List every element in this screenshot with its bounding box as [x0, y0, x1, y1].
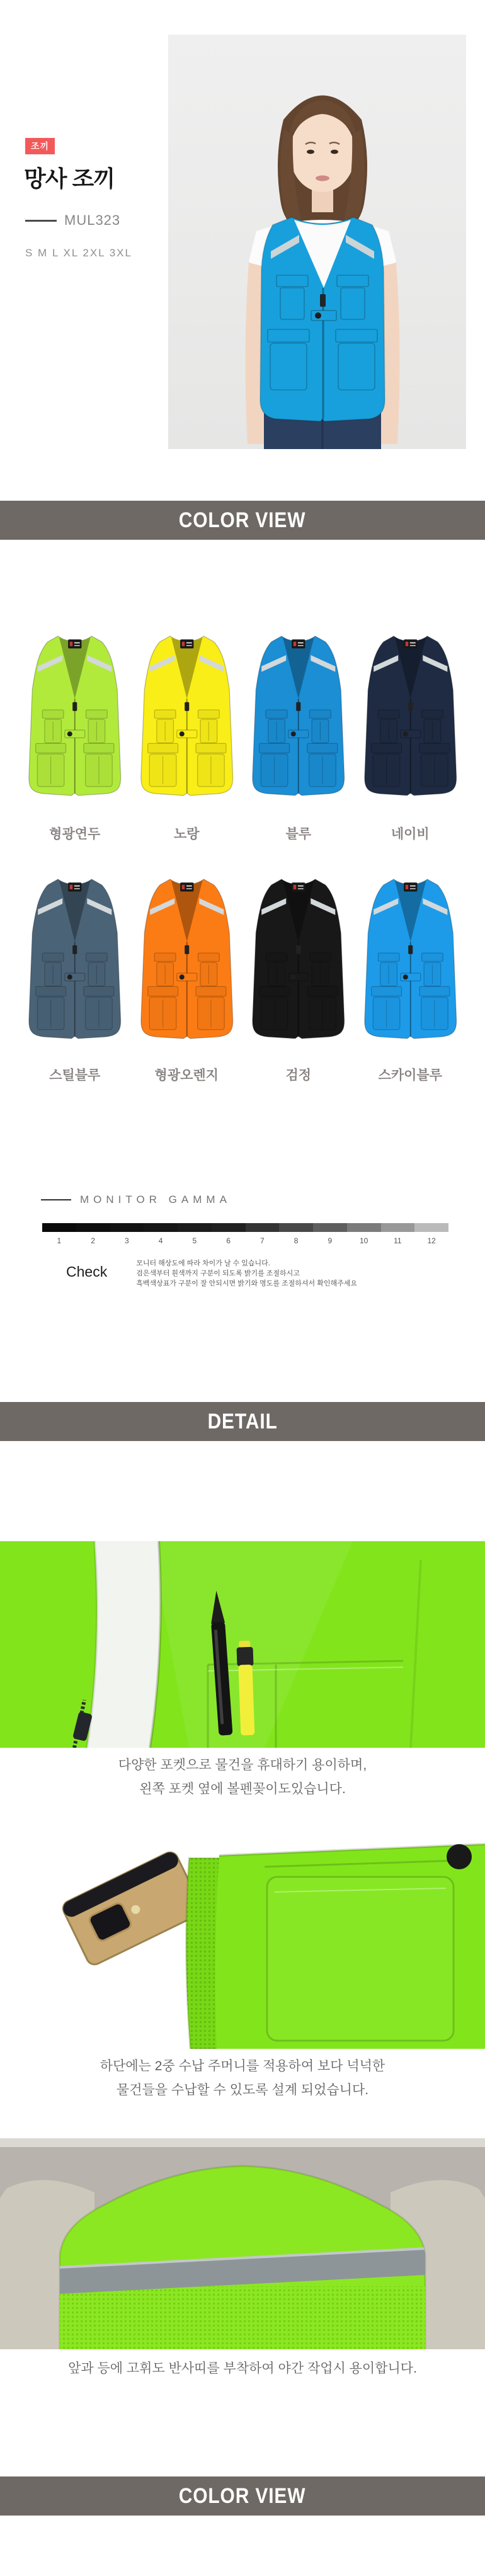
- vest-swatch: [131, 870, 243, 1047]
- color-name-label: 블루: [285, 827, 312, 841]
- dash-divider: [41, 1199, 71, 1200]
- caption-line: 앞과 등에 고휘도 반사띠를 부착하여 야간 작업시 용이합니다.: [68, 2361, 417, 2376]
- caption-line: 다양한 포켓으로 물건을 휴대하기 용이하며,: [118, 1758, 367, 1772]
- detail-photo-phone-pocket: [0, 1839, 485, 2049]
- gamma-segment: [42, 1223, 76, 1232]
- section-bar-label: COLOR VIEW: [179, 508, 306, 532]
- vest-illustration: [355, 627, 467, 804]
- vest-illustration: [19, 627, 131, 804]
- gamma-scale-number: 12: [427, 1236, 436, 1245]
- gamma-segment: [414, 1223, 448, 1232]
- gamma-notes: [136, 1258, 357, 1289]
- gamma-segment: [76, 1223, 110, 1232]
- gamma-segment: [144, 1223, 178, 1232]
- page-title: 망사 조끼: [24, 166, 115, 191]
- color-name-label: 네이비: [391, 827, 430, 841]
- caption-line: 물건들을 수납할 수 있도록 설계 되었습니다.: [116, 2083, 369, 2097]
- gamma-note-line: 검은색부터 흰색까지 구분이 되도록 밝기를 조절하시고: [136, 1270, 300, 1277]
- gamma-scale-number: 3: [125, 1236, 129, 1245]
- color-name-label: 노랑: [173, 827, 200, 841]
- gamma-scale-number: 4: [158, 1236, 163, 1245]
- gamma-segment: [313, 1223, 347, 1232]
- vest-illustration: [355, 870, 467, 1047]
- vest-swatch: [243, 627, 355, 804]
- monitor-gamma-title: MONITOR GAMMA: [80, 1194, 231, 1205]
- section-bar-detail: [0, 1402, 485, 1441]
- gamma-check: [66, 1258, 357, 1289]
- section-bar-label: DETAIL: [207, 1409, 278, 1433]
- dash-divider: [25, 220, 57, 222]
- gamma-scale-number: 11: [394, 1236, 402, 1245]
- size-list: S M L XL 2XL 3XL: [25, 247, 132, 259]
- vest-swatch: [131, 627, 243, 804]
- vest-swatch: [355, 870, 467, 1047]
- detail-photo-pen-pocket: [0, 1541, 485, 1748]
- category-badge: 조끼: [25, 138, 55, 154]
- vest-illustration: [243, 870, 355, 1047]
- gamma-segment: [381, 1223, 415, 1232]
- color-name-label: 스틸블루: [49, 1068, 101, 1083]
- gamma-segment: [279, 1223, 313, 1232]
- gamma-scale-numbers: [42, 1236, 448, 1245]
- section-bar-color-view-bottom: [0, 2476, 485, 2516]
- gamma-segment: [212, 1223, 246, 1232]
- section-bar-color-view: [0, 501, 485, 540]
- gamma-segment: [347, 1223, 381, 1232]
- detail-caption-1: [0, 1753, 485, 1801]
- vest-swatch: [243, 870, 355, 1047]
- detail-photo-reflective-back: [0, 2138, 485, 2349]
- vest-illustration: [131, 870, 243, 1047]
- gamma-scale-number: 6: [226, 1236, 231, 1245]
- gamma-scale-number: 2: [91, 1236, 95, 1245]
- gamma-note-line: 모니터 해상도에 따라 차이가 날 수 있습니다.: [136, 1260, 270, 1267]
- color-name-label: 스카이블루: [378, 1068, 442, 1083]
- gamma-scale-number: 8: [294, 1236, 299, 1245]
- color-label-row-1: [19, 824, 466, 843]
- vest-illustration: [19, 870, 131, 1047]
- product-code: MUL323: [64, 212, 121, 228]
- vest-row-2: [19, 870, 466, 1047]
- gamma-scale-number: 9: [328, 1236, 333, 1245]
- vest-illustration: [243, 627, 355, 804]
- color-label-row-2: [19, 1065, 466, 1084]
- model-illustration: [168, 35, 466, 449]
- gamma-scale-number: 10: [359, 1236, 368, 1245]
- vest-row-1: [19, 627, 466, 804]
- gamma-scale-number: 5: [192, 1236, 197, 1245]
- detail-caption-3: [0, 2357, 485, 2381]
- vest-swatch: [19, 870, 131, 1047]
- gamma-strip: [42, 1223, 448, 1232]
- product-code-row: [25, 212, 120, 229]
- gamma-scale-number: 7: [260, 1236, 265, 1245]
- caption-line: 왼쪽 포켓 옆에 볼펜꽂이도있습니다.: [139, 1782, 346, 1796]
- vest-swatch: [19, 627, 131, 804]
- detail-caption-2: [0, 2055, 485, 2102]
- gamma-segment: [110, 1223, 144, 1232]
- gamma-segment: [246, 1223, 280, 1232]
- gamma-scale-number: 1: [57, 1236, 62, 1245]
- color-name-label: 형광연두: [49, 827, 101, 841]
- gamma-segment: [178, 1223, 212, 1232]
- vest-swatch: [355, 627, 467, 804]
- model-photo: [168, 35, 466, 449]
- vest-illustration: [131, 627, 243, 804]
- section-bar-label: COLOR VIEW: [179, 2483, 306, 2508]
- caption-line: 하단에는 2중 수납 주머니를 적용하여 보다 넉넉한: [100, 2059, 385, 2073]
- check-label: Check: [66, 1263, 108, 1280]
- color-name-label: 형광오렌지: [154, 1068, 219, 1083]
- monitor-gamma-header: [41, 1194, 231, 1206]
- color-name-label: 검정: [285, 1068, 312, 1083]
- gamma-note-line: 흑백색상표가 구분이 잘 안되시면 밝기와 명도를 조절하셔서 확인해주세요: [136, 1280, 357, 1287]
